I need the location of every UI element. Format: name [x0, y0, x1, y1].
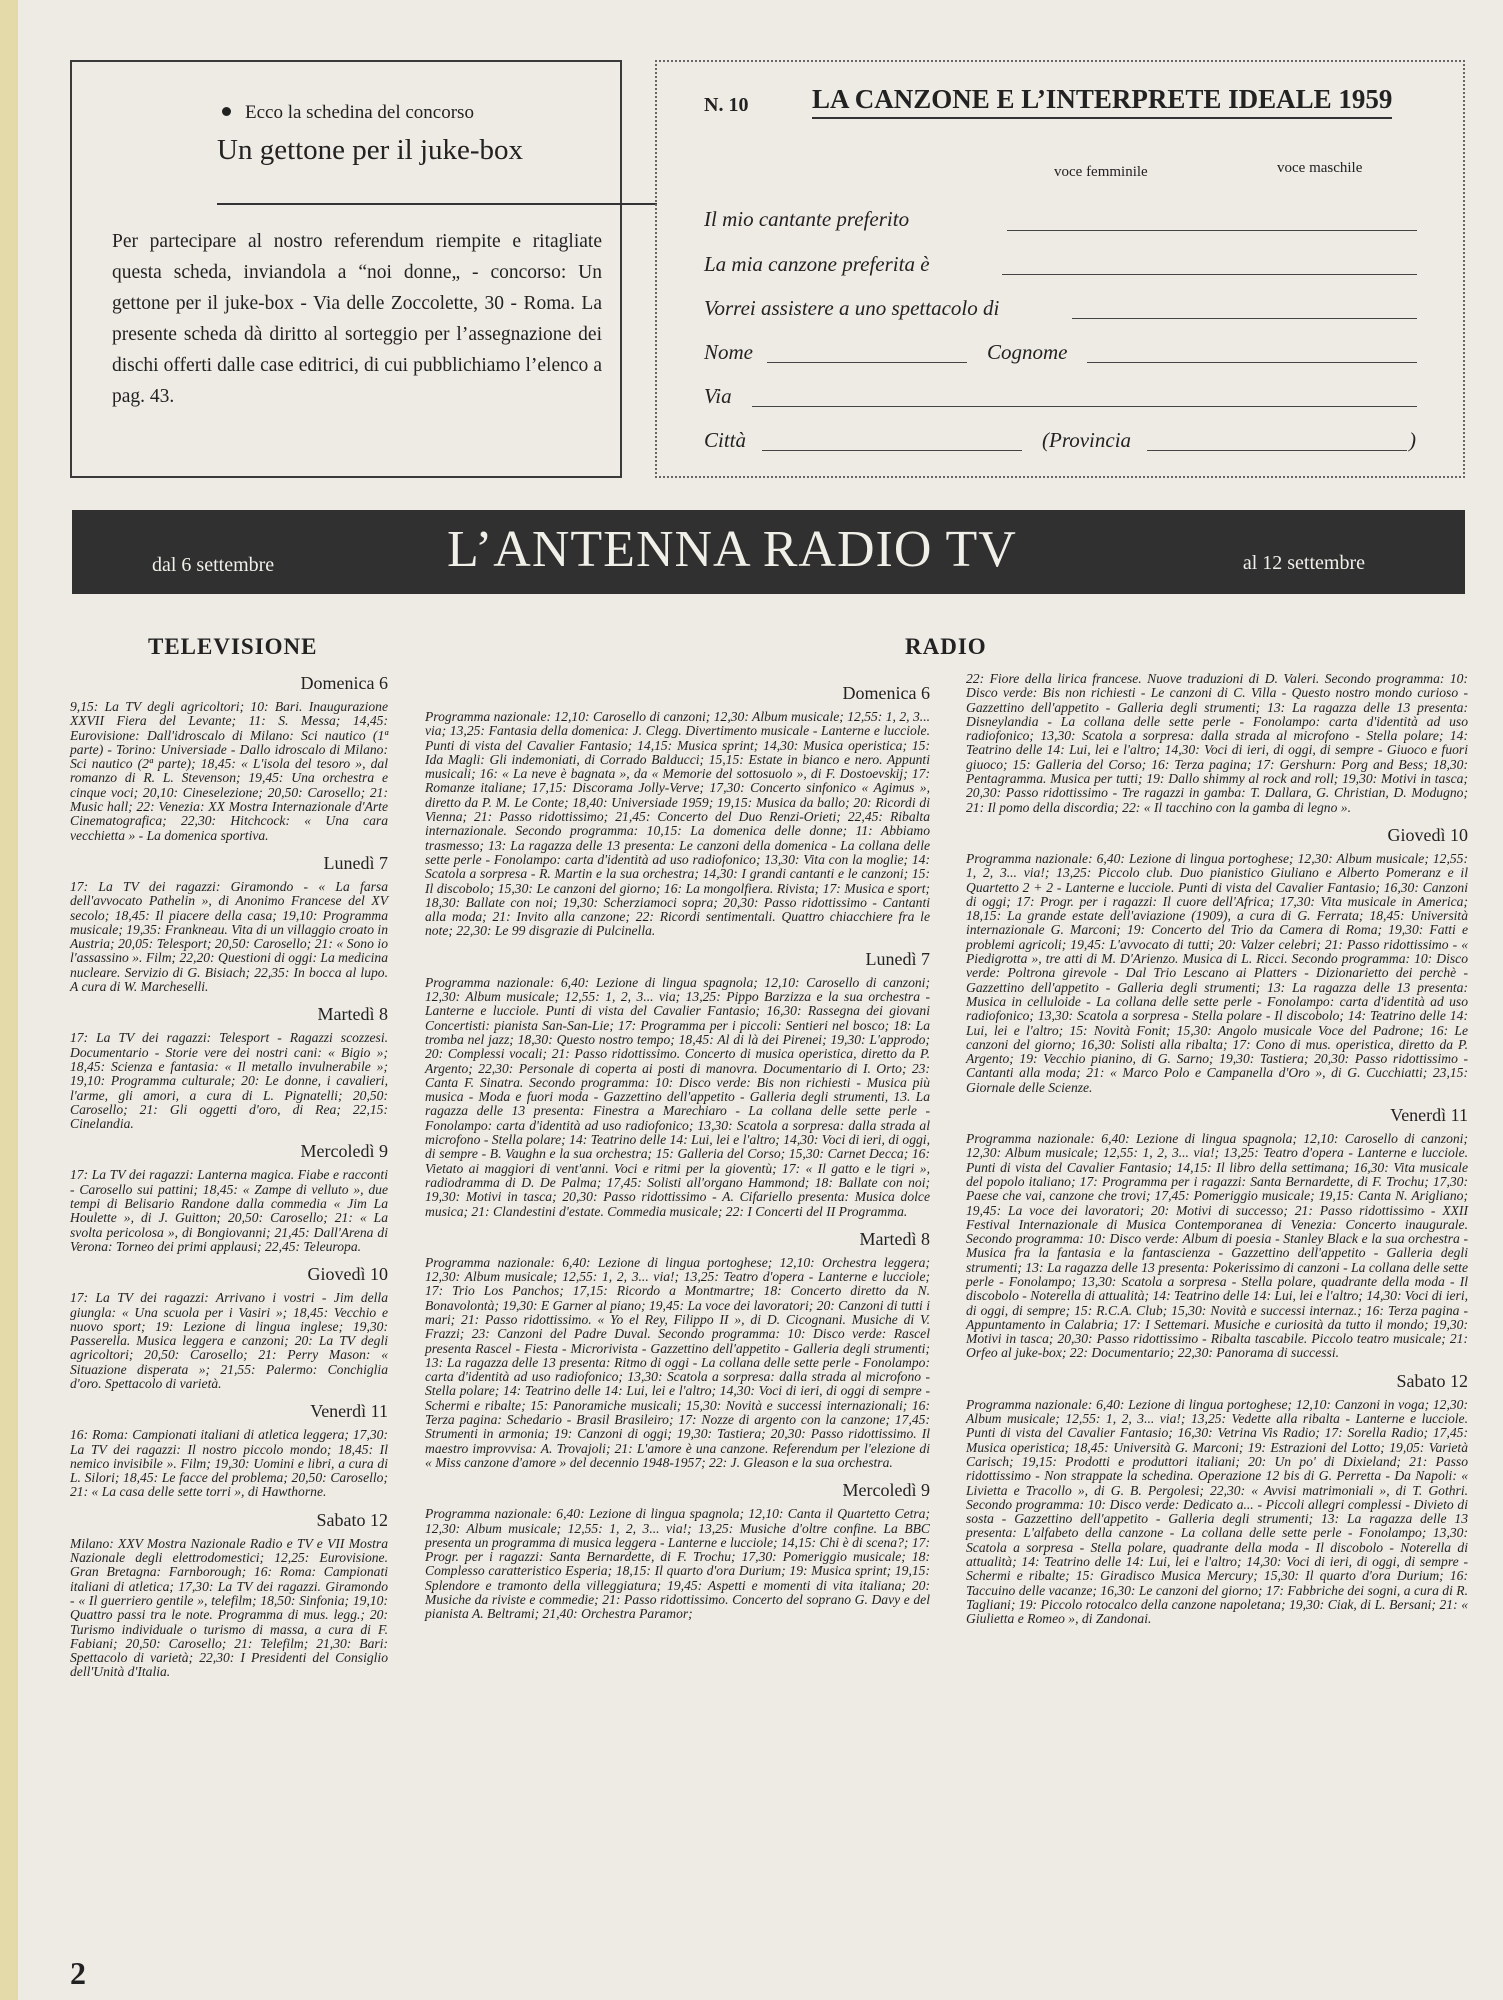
song-label: La mia canzone preferita è	[704, 252, 930, 276]
day-heading: Giovedì 10	[1387, 824, 1468, 845]
day-heading: Giovedì 10	[307, 1264, 388, 1285]
day-heading: Venerdì 11	[1390, 1105, 1468, 1126]
listing-text: Programma nazionale: 6,40: Lezione di lingua spagnola; 12,10: Carosello di canzoni; 12,30: Album musicale; 12,55: 1, 2, 3... via; 13,25: Pippo Barzizza e la sua orchestra - Lanterne e lucciole. Punti di vista del Cavalier Fantasio; 16,30: Rassegna dei giovani Concertisti: pianista San-San-Lie; 17: Programma per i piccoli: Sentieri nel bosco; 18: La tromba nel jazz; 18,30: Questo nostro tempo; 18,45: Al di là dei Pirenei; 19,30: L'approdo; 20: Complessi vocali; 21: Passo ridottissimo. Concerto di musica operistica, diretto da P. Argento; 22,30: Personale di coperta ai posti di manovra. Documentario di I. Orto; 23: Canta F. Sinatra. Secondo programma: 10: Disco verde: Bis non richiesti - Musica più musica - Moda e fuori moda - Gazzettino dell'appetito - Galleria degli strumenti, 13. La ragazza delle 13 presenta: Finestra a Marechiaro - La collana delle sette perle - Fonolampo: carta d'identità ad uso radiofonico; 13,30: Scatola a sorpresa: dalla strada al microfono - Stella polare; 14: Teatrino delle 14: Lui, lei e l'altro; 14,30: Voci di ieri, di oggi, di sempre - B. Vaughn e la sua orchestra; 15: Galleria del Corso; 15,30: Carnet Decca; 16: Vietato ai maggiori di vent'anni. Voci e ritmi per la gioventù; 17: « Il gatto e le tigri », radiodramma di D. De Palma; 17,45: Solisti all'organo Hammond; 18: Ballate con noi; 19,30: Motivi in tasca; 20,30: Passo ridottissimo - A. Cifariello presenta: Musica dolce musica; 21: Clandestini d'estate. Commedia musicale; 22: I Concerti del II Programma.	[425, 974, 930, 1219]
day-heading: Martedì 8	[859, 1228, 930, 1249]
listing-text: 22: Fiore della lirica francese. Nuove traduzioni di D. Valeri. Secondo programma: 10: Disco verde: Bis non richiesti - Le canzoni di C. Villa - Questo nostro mondo curioso - Gazzettino dell'appetito - Galleria degli strumenti; 13: La ragazza delle 13 presenta: Disneylandia - La collana delle sette perle - Fonolampo: carta d'identità ad uso radiofonico; 13,30: Scatola a sorpresa: dalla strada al microfono - Stella polare; 14: Teatrino delle 14: Lui, lei e l'altro; 14,30: Voci di ieri, di oggi, di sempre - Giuoco e fuori giuoco; 15: Galleria del Corso; 16: Terza pagina; 17: Gershurn: Porg and Bess; 18,30: Pentagramma. Musica per tutti; 19: Dallo shimmy al rock and roll; 19,30: Motivi in tasca; 20,30: Passo ridottissimo - Tre ragazzi in gamba: T. Dallara, G. Christian, D. Modugno; 21: Il pomo della discordia; 22: « Il tacchino con la gamba di legno ».	[966, 671, 1468, 815]
province-label: (Provincia	[1042, 428, 1132, 452]
show-field[interactable]	[1072, 318, 1417, 319]
surname-label: Cognome	[987, 340, 1068, 364]
contest-instructions: Per partecipare al nostro referendum riempite e ritagliate questa scheda, inviandola a “noi donne„ - concorso: Un gettone per il juke-box - Via delle Zoccolette, 30 - Roma. La presente scheda dà diritto al sorteggio per l’assegnazione dei dischi offerti dalle case editrici, di cui pubblichiamo l’elenco a pag. 43.	[112, 231, 602, 407]
page-edge	[0, 0, 18, 2000]
tv-heading: TELEVISIONE	[148, 634, 318, 659]
col-male-label: voce maschile	[1277, 160, 1363, 176]
listing-text: 17: La TV dei ragazzi: Lanterna magica. Fiabe e racconti - Carosello sui pattini; 18,45: « Zampe di velluto », due tempi di Belisario Randone dalla commedia « Jim La Houlette », di J. Guitton; 20,50: Carosello; 21: « La svolta pericolosa », di Bongiovanni; 21,45: Dall'Arena di Verona: Torneo dei primi applausi; 22,45: Teleuropa.	[70, 1167, 388, 1254]
singer-label: Il mio cantante preferito	[704, 207, 910, 231]
show-label: Vorrei assistere a uno spettacolo di	[704, 296, 1000, 320]
name-field[interactable]	[767, 362, 967, 363]
listing-text: Programma nazionale: 6,40: Lezione di lingua portoghese; 12,30: Album musicale; 12,55: 1, 2, 3... via!; 13,25: Piccolo club. Duo pianistico Giuliano e Alberto Pomeranz e il Quartetto 2 + 2 - Lanterne e lucciole. Punti di vista del Cavalier Fantasio; 16,30: Canzoni di oggi; 17: Progr. per i ragazzi: Il cuore dell'Africa; 17,30: Vita musicale in America; 18,15: La grande estate dell'aviazione (1909), a cura di G. Ferrata; 18,45: Università internazionale G. Marconi; 19: Concerto del Trio da Camera di Roma; 19,30: Fatti e problemi agricoli; 19,45: L'avvocato di tutti; 20: Valzer celebri; 21: Passo ridottissimo - « Piedigrotta », tre atti di M. D'Arienzo. Musica di L. Ricci. Secondo programma: 10: Disco verde: Poltrona girevole - Dal Trio Lescano ai Platters - Dizionarietto dei perchè - Gazzettino dell'appetito - Galleria degli strumenti; 13: La ragazza delle 13 presenta: Musica in celluloide - La collana delle sette perle - Fonolampo: carta d'identità ad uso radiofonico; 13,30: Scatola a sorpresa - Stella polare - Il discobolo; 14: Teatrino delle 14: Lui, lei e l'altro; 15: Novità Fonit; 15,30: Angolo musicale Voce del Padrone; 16: Le canzoni del giorno; 16,30: Solisti alla ribalta; 17: Cono di mus. operistica, diretto da P. Argento; 19: Vecchio pianino, di G. Sarno; 19,30: Tastiera; 20,30: Passo ridottissimo - Cantanti alla moda; 21: « Marco Polo e Campanella d'Oro », di G. Cucchiatti; 23,15: Giornale delle Scienze.	[966, 850, 1468, 1095]
listing-text: Programma nazionale: 6,40: Lezione di lingua spagnola; 12,10: Carosello di canzoni; 12,30: Album musicale; 12,55: 1, 2, 3... via!; 13,25: Teatro d'opera - Lanterne e lucciole. Punti di vista del Cavalier Fantasio; 14,15: Il libro della settimana; 16,30: Vita musicale del popolo italiano; 17: Programma per i ragazzi: Santa Bernardette, di F. Trochu; 17,30: Paese che vai, canzone che trovi; 17,45: Pomeriggio musicale; 19,15: Canta N. Arigliano; 19,45: La voce dei lavoratori; 20: Motivi di successo; 21: Passo ridottissimo - XXII Festival Internazionale di Musica Contemporanea di Venezia: Concerto inaugurale. Secondo programma: 10: Disco verde: Album di poesia - Stanley Black e la sua orchestra - Musica fra la fantasia e la fantascienza - Gazzettino dell'appetito - Galleria degli strumenti; 13: La ragazza delle 13 presenta: Pokerissimo di canzoni - La collana delle sette perle - Fonolampo; 13,30: Scatola a sorpresa - Stella polare, quadrante della moda - Il discobolo - Noterella di attualità; 14: Teatrino delle 14: Lui, lei e l'altro; 14,30: Voci di ieri, di oggi, di sempre; 15: R.C.A. Club; 15,30: Novità e successi internaz.; 16: Terza pagina - Appuntamento in Calabria; 17: I Settemari. Musiche e curiosità da tutto il mondo; 19,30: Motivi in tasca; 20,30: Passo ridottissimo - Ribalta tascabile. Piccolo teatro musicale; 21: Orfeo al juke-box; 22: Documentario; 22,30: Panorama di successi.	[966, 1131, 1468, 1361]
listing-text: Milano: XXV Mostra Nazionale Radio e TV e VII Mostra Nazionale degli elettrodomestici; 12,25: Eurovisione. Gran Bretagna: Farnborough; 16: Roma: Campionati italiani di atletica; 17,30: La TV dei ragazzi. Giramondo - « Il guerriero gentile », telefilm; 18,50: Sinfonia; 19,10: Quattro passi tra le note. Programma di mus. legg.; 20: Turismo individuale o turismo di massa, a cura di F. Fabiani; 20,50: Carosello; 21: Telefilm; 21,30: Bari: Spettacolo di varietà; 22,30: I Presidenti del Consiglio dell'Unità d'Italia.	[70, 1535, 388, 1680]
radio-listings-col2	[966, 672, 1468, 1627]
contest-box	[70, 60, 622, 478]
city-label: Città	[704, 428, 747, 452]
listing-text: Programma nazionale: 6,40: Lezione di lingua portoghese; 12,10: Orchestra leggera; 12,30: Album musicale; 12,55: 1, 2, 3... via!; 13,25: Teatro d'opera - Lanterne e lucciole; 17: Trio Los Panchos; 17,15: Ricordo a Montmartre; 18: Concerto diretto da N. Bonavolontà; 19,30: E Garner al piano; 19,45: La voce dei lavoratori; 20: Canzoni di tutti i mari; 21: Passo ridottissimo. « Yo el Rey, Filippo II », di D. Cicognani. Musiche di V. Frazzi; 23: Canzoni del Padre Duval. Secondo programma: 10: Disco verde: Rascel presenta Rascel - Fiesta - Microrivista - Gazzettino dell'appetito - Galleria degli strumenti; 13: La ragazza delle 13 presenta: Ritmo di oggi - La collana delle sette perle - Fonolampo: carta d'identità ad uso radiofonico; 13,30: Scatola a sorpresa: dalla strada al microfono - Stella polare; 14: Teatrino delle 14: Lui, lei e l'altro; 14,30: Voci di ieri, di oggi di sempre - Schermi e ribalte; 15: Panoramiche musicali; 15,30: Novità e successi internazionali; 16: Terza pagina: Schedario - Brasil Brasileiro; 17: Nozze di argento con la canzone; 17,45: Strumenti in armonia; 19: Canzoni di oggi; 19,30: Tastiera; 20,30: Passo ridottissimo. Il maestro improvvisa: A. Trovajoli; 21: L'amore è una canzone. Referendum per l'elezione di « Miss canzone d'amore » del decennio 1948-1957; 22: J. Gleason e la sua orchestra.	[425, 1254, 930, 1470]
contest-headline: Un gettone per il juke-box	[217, 134, 524, 166]
day-heading: Domenica 6	[300, 673, 388, 693]
banner-title: L’ANTENNA RADIO TV	[447, 521, 1017, 578]
day-heading: Mercoledì 9	[300, 1141, 388, 1162]
listing-text: Programma nazionale: 6,40: Lezione di lingua portoghese; 12,10: Canzoni in voga; 12,30: Album musicale; 12,55: 1, 2, 3... via!; 13,25: Vedette alla ribalta - Lanterne e lucciole. Punti di vista del Cavalier Fantasio; 16,30: Vetrina Vis Radio; 17: Sorella Radio; 17,45: Musica operistica; 18,45: Università G. Marconi; 19: Estrazioni del Lotto; 19,05: Varietà Carisch; 19,15: Prodotti e produttori italiani; 20: Un po' di Dixieland; 21: Passo ridottissimo - Non strappate la schedina. Operazione 12 bis di G. Perretta - Da Napoli: « Livietta e Tracollo », di G. B. Pergolesi; 22,30: « Avvisi matrimoniali », di T. Gothri. Secondo programma: 10: Disco verde: Dedicato a... - Piccoli allegri complessi - Divieto di sosta - Gazzettino dell'appetito - Galleria degli strumenti; 13: La ragazza delle 13 presenta: L'alfabeto della canzone - La collana delle sette perle - Fonolampo; 13,30: Scatola a sorpresa - Stella polare, quadrante della moda - Il discobolo - Noterella di attualità; 14: Teatrino delle 14: Lui, lei e l'altro; 14,30: Voci di ieri, di oggi, di sempre - Schermi e ribalte; 15: Giradisco Musica Mercury; 15,30: Il quarto d'ora Durium; 16: Taccuino delle vacanze; 16,30: Le canzoni del giorno; 17: Fabbriche dei sogni, a cura di R. Tagliani; 19: Piccolo rotocalco della canzone napoletana; 19,30: Ciak, di L. Bersani; 21: « Giulietta e Romeo », di Zandonai.	[966, 1396, 1468, 1627]
surname-field[interactable]	[1087, 362, 1417, 363]
listing-text: 17: La TV dei ragazzi: Arrivano i vostri - Jim della giungla: « Una scuola per i Vasiri »; 18,45: Vecchio e nuovo sport; 19: Lezione di lingua inglese; 19,30: Passerella. Musica leggera e canzoni; 20: La TV degli agricoltori; 20,50: Carosello; 21: Perry Mason: « Situazione disperata »; 21,55: Palermo: Conchiglia d'oro. Spettacolo di varietà.	[70, 1290, 388, 1391]
contest-lead: Ecco la schedina del concorso	[222, 102, 474, 124]
day-heading: Sabato 12	[316, 1509, 388, 1530]
street-field[interactable]	[752, 406, 1417, 407]
form-number: N. 10	[704, 94, 749, 116]
province-close: )	[1409, 428, 1416, 452]
day-heading: Sabato 12	[1396, 1370, 1468, 1391]
listing-text: Programma nazionale: 6,40: Lezione di lingua spagnola; 12,10: Canta il Quartetto Cetra; 12,30: Album musicale; 12,55: 1, 2, 3... via!; 13,25: Musiche d'oltre confine. La BBC presenta un programma di musica leggera - Lanterne e lucciole; 14,15: Chi è di scena?; 17: Progr. per i ragazzi: Santa Bernardette, di F. Trochu; 17,30: Pomeriggio musicale; 18: Complesso caratteristico Esperia; 18,15: Il quarto d'ora Durium; 19: Musica sprint; 19,15: Splendore e tramonto della villeggiatura; 19,45: Aspetti e momenti di vita italiana; 20: Musiche da riviste e commedie; 21: Passo ridottissimo. Concerto del soprano G. Davy e del pianista A. Beltrami; 21,40: Orchestra Paramor;	[425, 1506, 930, 1622]
listing-text: 17: La TV dei ragazzi: Giramondo - « La farsa dell'avvocato Pathelin », di Anonimo Francese del XV secolo; 18,45: Il piacere della casa; 19,10: Programma musicale; 19,35: Frankneau. Vita di un villaggio croato in Austria; 20,05: Telesport; 20,50: Carosello; 21: « Sono io l'assassino ». Film; 22,20: Questioni di oggi: La medicina nucleare. Servizio di G. Bisiach; 22,35: In bocca al lupo. A cura di W. Marcheselli.	[70, 878, 388, 995]
day-heading: Martedì 8	[317, 1004, 388, 1025]
listing-text: Programma nazionale: 12,10: Carosello di canzoni; 12,30: Album musicale; 12,55: 1, 2, 3... via; 13,25: Fantasia della domenica: J. Clegg. Divertimento musicale - Lanterne e lucciole. Punti di vista del Cavalier Fantasio; 14,15: Musica sprint; 14,30: Musica operistica; 15: Ida Magli: Gli indemoniati, di Corrado Balducci; 15,15: Estate in bianco e nero. Appunti musicali; 16: « La neve è bagnata », da « Memorie del sottosuolo », di F. Dostoevskij; 17: Romanze italiane; 17,15: Discorama Jolly-Verve; 17,30: Concerto sinfonico « Agimus », diretto da P. M. Le Conte; 18,40: Universiade 1959; 19,15: Musica da ballo; 20: Ricordi di Vienna; 21: Passo ridottissimo; 21,45: Concerto del Duo Renzi-Orieti; 22,45: Ribalta internazionale. Secondo programma: 10,15: La domenica delle donne; 11: Abbiamo trasmesso; 13: La ragazza delle 13 presenta: Le canzoni della domenica - La collana delle sette perle - Fonolampo: carta d'identità ad uso radiofonico; 13,30: Vita con la moglie; 14: Scatola a sorpresa - R. Martin e la sua orchestra; 14,30: I grandi cantanti e le canzoni; 15: Il discobolo; 15,30: Le canzoni del giorno; 16: La mongolfiera. Rivista; 17: Musica e sport; 18,30: Ballate con noi; 19,30: Scherziamoci sopra; 20,30: Passo ridottissimo - Cantanti alla moda; 21: Invito alla canzone; 22: Ricordi sentimentali. Quattro chiacchiere fra le note; 22,30: Le 99 disgrazie di Pulcinella.	[425, 709, 930, 939]
song-field[interactable]	[1002, 274, 1417, 275]
street-label: Via	[704, 384, 732, 408]
day-heading: Domenica 6	[842, 683, 930, 703]
divider	[217, 203, 657, 205]
province-field[interactable]	[1147, 450, 1407, 451]
day-heading: Lunedì 7	[323, 852, 388, 873]
bullet-icon	[222, 107, 231, 116]
tv-listings	[70, 672, 388, 1680]
section-banner	[72, 510, 1465, 594]
singer-field[interactable]	[1007, 230, 1417, 231]
radio-listings-col1	[425, 682, 930, 1622]
listing-text: 9,15: La TV degli agricoltori; 10: Bari. Inaugurazione XXVII Fiera del Levante; 11: S. Messa; 14,45: Eurovisione: Dall'idroscalo di Milano: Sci nautico (1ª parte) - Torino: Universiade - Dallo idroscalo di Milano: Sci nautico (2ª parte); 18,45: « L'isola del tesoro », dal romanzo di R. L. Stevenson; 19,45: Una orchestra e cinque voci; 20,10: Cineselezione; 20,50: Carosello; 21: Music hall; 22: Venezia: XX Mostra Internazionale d'Arte Cinematografica; 22,30: Hitchcock: « Una cara vecchietta » - La domenica sportiva.	[70, 699, 388, 843]
day-heading: Mercoledì 9	[842, 1480, 930, 1501]
day-heading: Venerdì 11	[310, 1401, 388, 1422]
listing-text: 16: Roma: Campionati italiani di atletica leggera; 17,30: La TV dei ragazzi: Il nostro piccolo mondo; 18,45: Il nemico invisibile ». Film; 19,30: Uomini e libri, a cura di L. Silori; 18,45: Le facce del problema; 20,50: Carosello; 21: « La casa delle sette torri », di Hawthorne.	[70, 1427, 388, 1500]
banner-to-date: al 12 settembre	[1242, 552, 1365, 574]
entry-form	[655, 60, 1465, 478]
name-label: Nome	[704, 340, 753, 364]
radio-heading: RADIO	[905, 634, 987, 659]
form-title: LA CANZONE E L’INTERPRETE IDEALE 1959	[812, 84, 1392, 119]
listing-text: 17: La TV dei ragazzi: Telesport - Ragazzi scozzesi. Documentario - Storie vere dei nostri cani: « Bigio »; 18,45: Scienza e fantasia: « Il metallo invulnerabile »; 19,10: Programma culturale; 20: Le donne, i cavalieri, l'arme, gli amori, a cura di L. Pignatelli; 20,50: Carosello; 21: Gli oggetti d'oro, di Rea; 22,15: Cinelandia.	[70, 1030, 388, 1132]
banner-from-date: dal 6 settembre	[152, 554, 275, 576]
col-female-label: voce femminile	[1054, 164, 1148, 180]
city-field[interactable]	[762, 450, 1022, 451]
page-number: 2	[70, 1955, 86, 1991]
day-heading: Lunedì 7	[865, 948, 930, 969]
